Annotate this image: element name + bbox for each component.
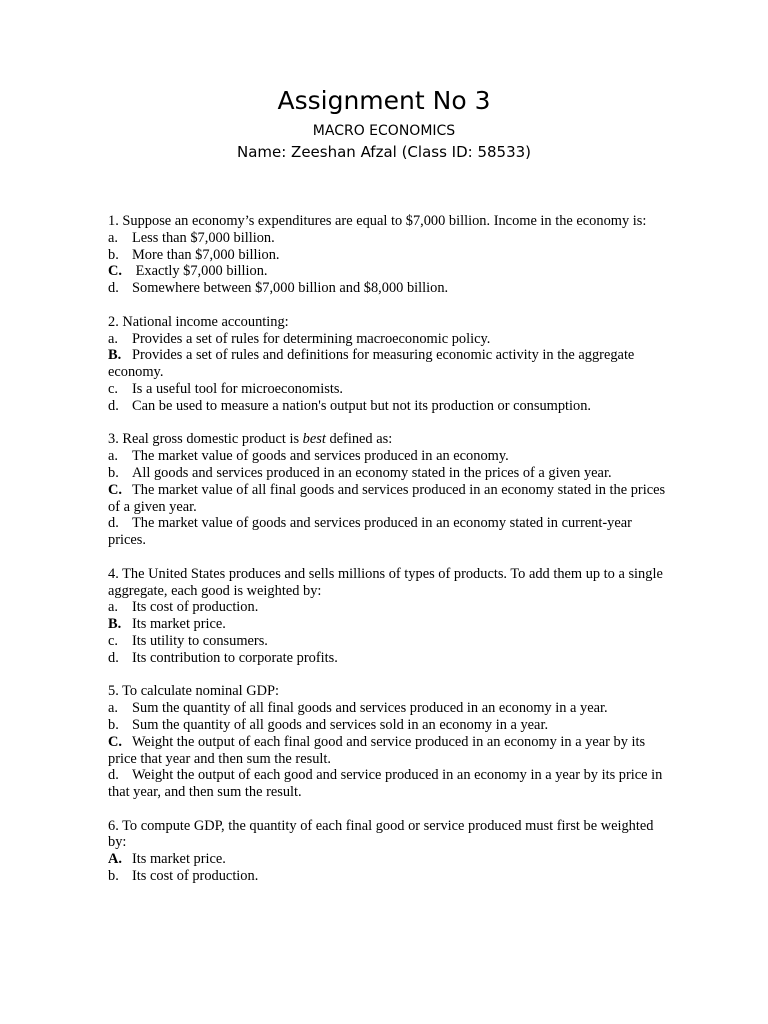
answer-option [108,650,668,667]
option-letter: d. [108,515,119,532]
option-letter: d. [108,767,119,784]
question-text: To calculate nominal GDP: [122,683,279,700]
question-number: 5. [108,683,119,700]
question-number: 4. [108,565,119,582]
option-text: Less than $7,000 billion. [132,229,275,246]
option-letter: C. [108,481,122,498]
option-text: Its market price. [132,851,226,868]
question-text: The United States produces and sells millions of types of products. To add them up to a single aggregate, each good is weighted by: [108,565,663,599]
option-letter: a. [108,599,118,616]
question-number: 3. [108,431,119,448]
answer-option [108,700,668,717]
option-text: Weight the output of each good and service produced in an economy in a year by its price in that year, and then sum the result. [108,767,663,801]
question-5 [108,683,668,801]
student-info: Name: Zeeshan Afzal (Class ID: 58533) [236,143,532,161]
option-letter: d. [108,397,119,414]
option-text: Its contribution to corporate profits. [132,649,338,666]
question-text: Suppose an economy’s expenditures are equal to $7,000 billion. Income in the economy is: [122,213,647,229]
question-6 [108,818,668,885]
answer-option [108,599,668,616]
answer-option [108,868,668,885]
option-letter: b. [108,868,119,885]
option-letter: b. [108,464,119,481]
option-text: The market value of all final goods and services produced in an economy stated in the prices of a given year. [108,481,666,515]
option-text: Is a useful tool for microeconomists. [132,380,344,397]
option-text: Its cost of production. [132,868,259,885]
option-letter: d. [108,649,119,666]
answer-option-correct [108,482,668,516]
option-text: Provides a set of rules and definitions for measuring economic activity in the aggregate economy. [108,347,635,381]
option-letter: a. [108,448,118,465]
question-4 [108,566,668,667]
question-text: To compute GDP, the quantity of each final good or service produced must first be weighted by: [108,817,654,851]
answer-option-correct [108,734,668,768]
option-text: The market value of goods and services produced in an economy. [132,448,509,465]
option-letter: C. [108,263,122,280]
answer-option-correct [108,347,668,381]
answer-option-correct [108,851,668,868]
option-text: The market value of goods and services produced in an economy stated in current-year prices. [108,515,632,549]
question-1 [108,213,668,297]
option-text: Exactly $7,000 billion. [132,263,268,280]
answer-option-correct [108,616,668,633]
answer-option [108,398,668,415]
answer-option [108,465,668,482]
option-text: More than $7,000 billion. [132,246,280,263]
answer-option [108,230,668,247]
question-3 [108,431,668,549]
answer-option [108,448,668,465]
option-text: Provides a set of rules for determining macroeconomic policy. [132,330,491,347]
option-letter: d. [108,280,119,297]
answer-option [108,633,668,650]
question-number: 2. [108,313,119,330]
option-letter: c. [108,380,118,397]
answer-option [108,515,668,549]
option-letter: b. [108,246,119,263]
question-text: defined as: [325,431,393,448]
answer-option [108,717,668,734]
answer-option [108,280,668,297]
question-text: Real gross domestic product is [122,431,303,448]
answer-option [108,381,668,398]
document-title: Assignment No 3 [277,86,491,115]
option-letter: B. [108,347,122,364]
option-letter: B. [108,616,122,633]
answer-option [108,331,668,348]
option-letter: c. [108,632,118,649]
option-text: Sum the quantity of all final goods and services produced in an economy in a year. [132,700,608,717]
question-text: National income accounting: [122,313,289,330]
option-letter: b. [108,716,119,733]
option-text: Somewhere between $7,000 billion and $8,000 billion. [132,280,449,297]
option-text: Weight the output of each final good and service produced in an economy in a year by its price that year and then sum the result. [108,733,646,767]
question-2 [108,314,668,415]
option-letter: A. [108,851,122,868]
option-letter: C. [108,733,122,750]
option-text: All goods and services produced in an economy stated in the prices of a given year. [132,464,612,481]
option-letter: a. [108,330,118,347]
option-text: Can be used to measure a nation's output but not its production or consumption. [132,397,592,414]
question-text-emphasis: best [302,431,326,448]
answer-option-correct [108,263,668,280]
question-number: 6. [108,817,119,834]
question-number: 1. [108,213,119,229]
course-subject: MACRO ECONOMICS [312,123,456,139]
questions-list [108,213,668,902]
answer-option [108,247,668,264]
option-letter: a. [108,700,118,717]
answer-option [108,767,668,801]
option-text: Its utility to consumers. [132,632,268,649]
option-text: Sum the quantity of all goods and services sold in an economy in a year. [132,716,549,733]
option-text: Its cost of production. [132,599,259,616]
option-letter: a. [108,229,118,246]
option-text: Its market price. [132,616,226,633]
